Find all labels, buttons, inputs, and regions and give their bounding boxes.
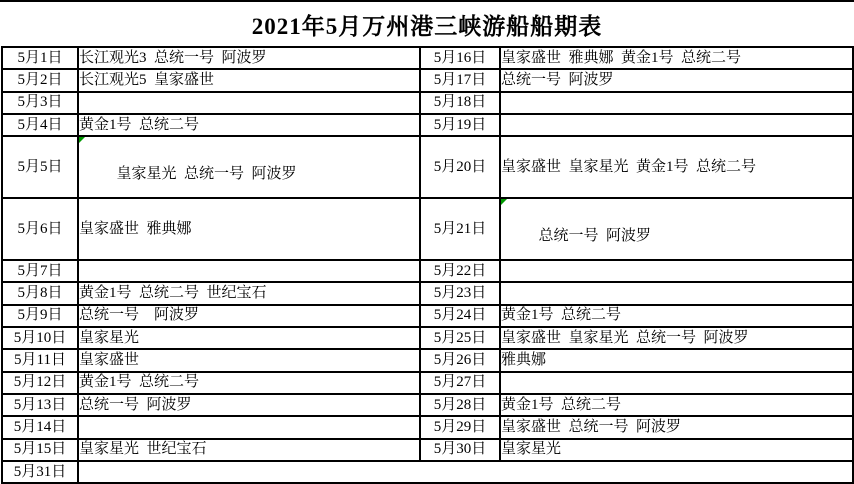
ships-cell: 皇家盛世 皇家星光 总统一号 阿波罗	[500, 327, 853, 349]
ships-cell	[500, 198, 853, 260]
ships-cell: 黄金1号 总统二号	[500, 394, 853, 416]
date-cell: 5月27日	[420, 372, 500, 394]
date-cell: 5月15日	[2, 439, 78, 461]
ships-cell	[500, 92, 853, 114]
ships-cell	[500, 282, 853, 304]
ships-cell: 皇家星光	[78, 327, 420, 349]
page-title: 2021年5月万州港三峡游船船期表	[251, 13, 603, 39]
ships-cell: 皇家盛世	[78, 349, 420, 371]
date-cell: 5月17日	[420, 69, 500, 91]
date-cell: 5月19日	[420, 114, 500, 136]
table-row	[2, 461, 853, 483]
date-cell: 5月29日	[420, 416, 500, 438]
ships-text: 总统一号 阿波罗	[538, 228, 652, 245]
table-row	[2, 305, 853, 327]
ships-cell	[78, 136, 420, 198]
date-cell: 5月16日	[420, 47, 500, 69]
table-row	[2, 114, 853, 136]
table-row	[2, 439, 853, 461]
date-cell: 5月3日	[2, 92, 78, 114]
date-cell: 5月11日	[2, 349, 78, 371]
ships-cell	[500, 260, 853, 282]
ships-cell	[78, 92, 420, 114]
ships-cell: 长江观光5 皇家盛世	[78, 69, 420, 91]
date-cell: 5月31日	[2, 461, 78, 483]
date-cell: 5月20日	[420, 136, 500, 198]
ships-cell: 黄金1号 总统二号	[500, 305, 853, 327]
ships-cell: 黄金1号 总统二号	[78, 372, 420, 394]
date-cell: 5月4日	[2, 114, 78, 136]
ships-cell	[78, 461, 853, 483]
date-cell: 5月10日	[2, 327, 78, 349]
ships-cell: 黄金1号 总统二号	[78, 114, 420, 136]
ships-cell	[500, 372, 853, 394]
date-cell: 5月1日	[2, 47, 78, 69]
ships-cell: 皇家盛世 皇家星光 黄金1号 总统二号	[500, 136, 853, 198]
table-row	[2, 394, 853, 416]
flag-triangle-icon	[79, 137, 85, 143]
table-row	[2, 349, 853, 371]
table-row	[2, 198, 853, 260]
date-cell: 5月14日	[2, 416, 78, 438]
date-cell: 5月9日	[2, 305, 78, 327]
date-cell: 5月30日	[420, 439, 500, 461]
table-row	[2, 327, 853, 349]
date-cell: 5月25日	[420, 327, 500, 349]
flag-triangle-icon	[501, 199, 507, 205]
table-row	[2, 47, 853, 69]
table-row	[2, 416, 853, 438]
ships-cell: 黄金1号 总统二号 世纪宝石	[78, 282, 420, 304]
ships-cell	[500, 114, 853, 136]
date-cell: 5月8日	[2, 282, 78, 304]
date-cell: 5月22日	[420, 260, 500, 282]
date-cell: 5月6日	[2, 198, 78, 260]
ships-cell: 皇家星光	[500, 439, 853, 461]
date-cell: 5月28日	[420, 394, 500, 416]
ships-cell: 雅典娜	[500, 349, 853, 371]
date-cell: 5月13日	[2, 394, 78, 416]
date-cell: 5月12日	[2, 372, 78, 394]
date-cell: 5月7日	[2, 260, 78, 282]
table-row	[2, 282, 853, 304]
ships-cell: 总统一号 阿波罗	[78, 305, 420, 327]
table-row	[2, 69, 853, 91]
ships-cell	[78, 416, 420, 438]
date-cell: 5月5日	[2, 136, 78, 198]
ships-cell: 皇家盛世 总统一号 阿波罗	[500, 416, 853, 438]
date-cell: 5月2日	[2, 69, 78, 91]
ships-cell: 皇家盛世 雅典娜	[78, 198, 420, 260]
table-row	[2, 260, 853, 282]
table-row	[2, 92, 853, 114]
ships-text: 皇家星光 总统一号 阿波罗	[116, 166, 297, 183]
date-cell: 5月23日	[420, 282, 500, 304]
ships-cell: 长江观光3 总统一号 阿波罗	[78, 47, 420, 69]
ships-cell: 总统一号 阿波罗	[78, 394, 420, 416]
table-row	[2, 136, 853, 198]
ships-cell: 皇家盛世 雅典娜 黄金1号 总统二号	[500, 47, 853, 69]
date-cell: 5月26日	[420, 349, 500, 371]
ships-cell: 总统一号 阿波罗	[500, 69, 853, 91]
schedule-table	[1, 46, 854, 484]
date-cell: 5月21日	[420, 198, 500, 260]
table-row	[2, 372, 853, 394]
ships-cell: 皇家星光 世纪宝石	[78, 439, 420, 461]
ships-cell	[78, 260, 420, 282]
date-cell: 5月24日	[420, 305, 500, 327]
date-cell: 5月18日	[420, 92, 500, 114]
